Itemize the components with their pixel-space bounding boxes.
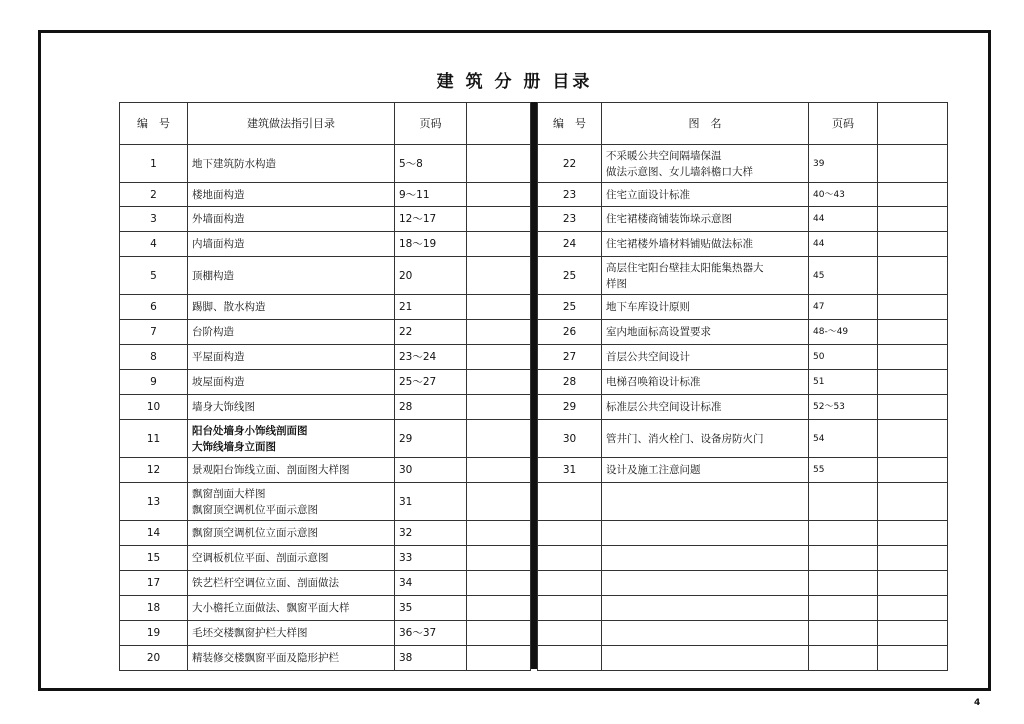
row-page: 39 [809,145,878,183]
table-row [120,207,531,232]
row-blank [467,320,531,345]
row-title [602,646,809,671]
row-title [188,621,395,646]
header-blank [467,103,531,145]
row-page: 29 [395,420,467,458]
row-page: 55 [809,458,878,483]
row-page: 48-～49 [809,320,878,345]
row-title-line: 铁艺栏杆空调位立面、剖面做法 [192,577,339,589]
row-blank [467,483,531,521]
row-page [809,521,878,546]
row-page: 18～19 [395,232,467,257]
row-number: 28 [538,370,602,395]
row-title [602,521,809,546]
row-title-line: 样图 [606,277,627,290]
page-title: 建 筑 分 册 目录 [436,72,593,92]
row-title-line: 大饰线墙身立面图 [192,440,276,453]
table-row [120,345,531,370]
row-title [188,257,395,295]
row-number: 25 [538,295,602,320]
row-title [188,295,395,320]
left-catalog-table [119,102,531,671]
table-row [120,320,531,345]
row-title-line: 标准层公共空间设计标准 [606,401,722,413]
row-number: 23 [538,183,602,207]
row-page: 5～8 [395,145,467,183]
row-title [602,257,809,295]
row-title [188,458,395,483]
table-row [538,320,948,345]
row-page [809,546,878,571]
table-row [120,483,531,521]
row-page: 28 [395,395,467,420]
table-row [120,420,531,458]
header-page: 页码 [809,103,878,145]
row-number: 27 [538,345,602,370]
row-title [188,420,395,458]
table-row [120,596,531,621]
row-title [188,596,395,621]
row-blank [878,571,948,596]
table-row [538,646,948,671]
row-number: 25 [538,257,602,295]
row-blank [467,183,531,207]
table-row [120,521,531,546]
row-title [188,207,395,232]
row-number: 23 [538,207,602,232]
row-title [602,145,809,183]
table-row [538,521,948,546]
row-title-line: 坡屋面构造 [192,376,245,388]
row-blank [467,646,531,671]
row-title [188,345,395,370]
table-header-row [538,103,948,145]
row-blank [878,458,948,483]
table-row [538,145,948,183]
header-name: 建筑做法指引目录 [188,103,395,145]
row-page: 52～53 [809,395,878,420]
row-title-line: 大小檐托立面做法、飘窗平面大样 [192,602,350,614]
row-number: 22 [538,145,602,183]
row-title-line: 地下建筑防水构造 [192,157,276,170]
row-blank [878,320,948,345]
row-title [602,571,809,596]
row-title-line: 室内地面标高设置要求 [606,326,711,338]
row-number: 15 [120,546,188,571]
table-row [538,420,948,458]
table-row [120,646,531,671]
row-title [188,546,395,571]
row-blank [878,370,948,395]
row-title-line: 住宅裙楼商铺装饰垛示意图 [606,213,732,225]
right-catalog-table [537,102,948,671]
row-number: 9 [120,370,188,395]
row-number: 26 [538,320,602,345]
row-number: 14 [120,521,188,546]
row-title-line: 精装修交楼飘窗平面及隐形护栏 [192,652,339,664]
row-blank [878,395,948,420]
row-title [188,145,395,183]
row-number: 13 [120,483,188,521]
row-title [188,232,395,257]
row-number [538,521,602,546]
table-row [120,257,531,295]
table-row [120,295,531,320]
row-page: 22 [395,320,467,345]
row-page [809,571,878,596]
row-title [602,596,809,621]
row-page: 34 [395,571,467,596]
row-title [602,345,809,370]
row-title-line: 内墙面构造 [192,238,245,250]
header-name: 图 名 [602,103,809,145]
row-title-line: 做法示意图、女儿墙斜檐口大样 [606,165,753,178]
table-row [538,295,948,320]
table-row [538,370,948,395]
row-number: 24 [538,232,602,257]
row-title-line: 空调板机位平面、剖面示意图 [192,552,329,564]
row-title [602,546,809,571]
row-page: 32 [395,521,467,546]
table-row [538,483,948,521]
table-row [538,395,948,420]
row-title [602,483,809,521]
row-title-line: 首层公共空间设计 [606,351,690,363]
row-title-line: 楼地面构造 [192,188,245,201]
row-blank [878,232,948,257]
row-blank [878,621,948,646]
row-blank [878,345,948,370]
row-blank [878,420,948,458]
row-number: 11 [120,420,188,458]
row-page [809,646,878,671]
row-title-line: 飘窗顶空调机位平面示意图 [192,503,318,516]
table-row [538,571,948,596]
row-title [602,458,809,483]
table-row [120,183,531,207]
row-number: 30 [538,420,602,458]
row-page: 20 [395,257,467,295]
header-number: 编 号 [538,103,602,145]
row-page: 9～11 [395,183,467,207]
row-blank [878,207,948,232]
row-title-line: 飘窗顶空调机位立面示意图 [192,527,318,539]
row-title [188,571,395,596]
row-title [188,370,395,395]
row-blank [878,646,948,671]
row-number: 2 [120,183,188,207]
row-number [538,646,602,671]
row-page: 44 [809,207,878,232]
row-number: 4 [120,232,188,257]
row-page: 25～27 [395,370,467,395]
row-page: 21 [395,295,467,320]
row-title [188,183,395,207]
table-row [120,546,531,571]
row-title-line: 设计及施工注意问题 [606,464,701,476]
row-blank [878,546,948,571]
table-row [120,232,531,257]
table-row [120,458,531,483]
table-row [538,621,948,646]
row-title [602,295,809,320]
row-page: 47 [809,295,878,320]
row-number: 17 [120,571,188,596]
row-title-line: 高层住宅阳台壁挂太阳能集热器大 [606,261,764,274]
row-number [538,483,602,521]
header-blank [878,103,948,145]
row-title [188,646,395,671]
row-title-line: 不采暖公共空间隔墙保温 [606,149,722,162]
row-blank [467,207,531,232]
row-title [602,395,809,420]
row-page: 50 [809,345,878,370]
row-title-line: 踢脚、散水构造 [192,301,266,313]
table-row [538,546,948,571]
row-blank [878,257,948,295]
row-page: 12～17 [395,207,467,232]
row-page: 36～37 [395,621,467,646]
row-number: 6 [120,295,188,320]
row-blank [467,458,531,483]
row-page: 38 [395,646,467,671]
row-title [602,183,809,207]
row-number: 31 [538,458,602,483]
row-blank [467,295,531,320]
table-row [120,370,531,395]
row-number: 3 [120,207,188,232]
row-number [538,621,602,646]
row-title-line: 电梯召唤箱设计标准 [606,376,701,388]
row-page: 35 [395,596,467,621]
row-blank [467,370,531,395]
row-number: 19 [120,621,188,646]
row-title-line: 住宅立面设计标准 [606,188,690,201]
row-title-line: 景观阳台饰线立面、剖面图大样图 [192,464,350,476]
row-blank [467,395,531,420]
row-page: 30 [395,458,467,483]
table-row [538,458,948,483]
table-row [120,621,531,646]
row-blank [467,521,531,546]
row-blank [467,596,531,621]
row-title-line: 毛坯交楼飘窗护栏大样图 [192,627,308,639]
row-title-line: 外墙面构造 [192,213,245,225]
row-title [188,521,395,546]
table-row [538,257,948,295]
row-page [809,596,878,621]
row-title [602,232,809,257]
row-page: 44 [809,232,878,257]
table-header-row [120,103,531,145]
row-title-line: 墙身大饰线图 [192,401,255,413]
row-blank [467,257,531,295]
table-row [120,145,531,183]
center-divider [530,102,537,669]
row-title [602,320,809,345]
row-blank [467,621,531,646]
row-number [538,546,602,571]
table-row [538,232,948,257]
row-blank [467,345,531,370]
row-number: 7 [120,320,188,345]
row-number: 12 [120,458,188,483]
row-title-line: 飘窗剖面大样图 [192,487,266,500]
row-blank [467,571,531,596]
row-blank [878,596,948,621]
table-row [120,571,531,596]
row-title-line: 顶棚构造 [192,269,234,282]
row-number: 8 [120,345,188,370]
row-number [538,571,602,596]
row-title [188,483,395,521]
row-page: 40～43 [809,183,878,207]
page-number: 4 [974,698,981,708]
row-number: 1 [120,145,188,183]
row-title [602,621,809,646]
row-number: 29 [538,395,602,420]
row-title [188,395,395,420]
row-blank [878,295,948,320]
row-page: 45 [809,257,878,295]
row-blank [878,521,948,546]
row-title-line: 住宅裙楼外墙材料铺贴做法标准 [606,238,753,250]
row-page: 33 [395,546,467,571]
row-number [538,596,602,621]
row-number: 5 [120,257,188,295]
row-title-line: 地下车库设计原则 [606,301,690,313]
row-title [602,207,809,232]
row-title [602,420,809,458]
row-number: 18 [120,596,188,621]
row-title-line: 平屋面构造 [192,351,245,363]
row-page: 51 [809,370,878,395]
row-page [809,483,878,521]
row-blank [467,546,531,571]
table-row [538,207,948,232]
row-page: 23～24 [395,345,467,370]
table-row [538,596,948,621]
row-blank [467,232,531,257]
row-blank [878,183,948,207]
table-row [120,395,531,420]
row-blank [467,145,531,183]
row-title [188,320,395,345]
table-row [538,345,948,370]
row-number: 20 [120,646,188,671]
row-title-line: 台阶构造 [192,326,234,338]
row-page [809,621,878,646]
row-blank [878,483,948,521]
row-page: 54 [809,420,878,458]
row-title-line: 管井门、消火栓门、设备房防火门 [606,432,764,445]
row-title [602,370,809,395]
header-number: 编 号 [120,103,188,145]
row-page: 31 [395,483,467,521]
row-number: 10 [120,395,188,420]
row-blank [467,420,531,458]
row-title-line: 阳台处墙身小饰线剖面图 [192,424,308,437]
row-blank [878,145,948,183]
header-page: 页码 [395,103,467,145]
table-row [538,183,948,207]
